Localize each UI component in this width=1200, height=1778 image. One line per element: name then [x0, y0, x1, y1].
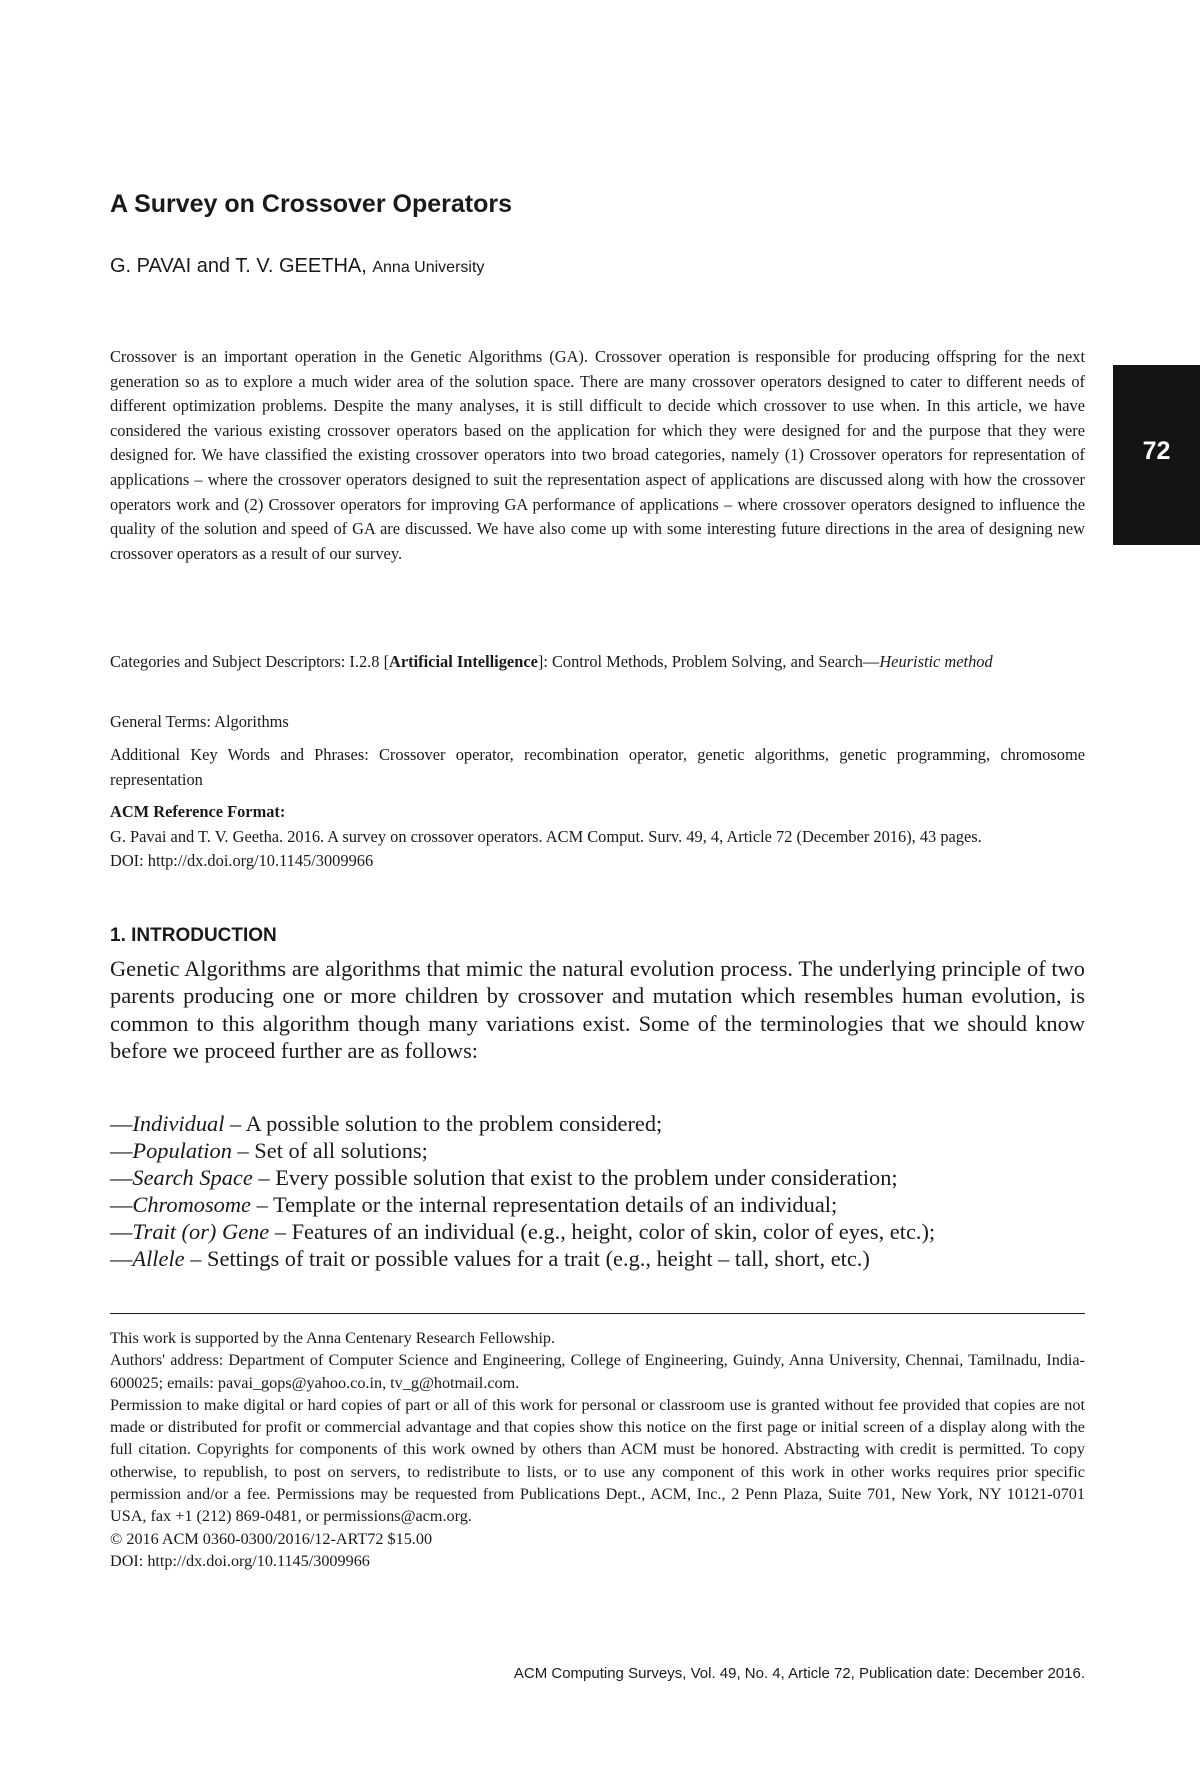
reference-heading: ACM Reference Format:	[110, 802, 286, 821]
keywords: Additional Key Words and Phrases: Crossover operator, recombination operator, genetic algorithms, genetic programming, chromosome representation	[110, 745, 1085, 789]
general-terms: General Terms: Algorithms	[110, 712, 289, 731]
reference-format	[110, 800, 1085, 874]
list-item: —Allele – Settings of trait or possible values for a trait (e.g., height – tall, short, etc.)	[110, 1246, 870, 1271]
definition: – Set of all solutions;	[231, 1138, 428, 1163]
author-affiliation: Anna University	[372, 259, 485, 276]
section-heading: 1. INTRODUCTION	[110, 925, 277, 946]
term: Chromosome	[132, 1192, 251, 1217]
author-line	[110, 255, 484, 278]
running-footer: ACM Computing Surveys, Vol. 49, No. 4, Article 72, Publication date: December 2016.	[513, 1665, 1085, 1682]
reference-citation: G. Pavai and T. V. Geetha. 2016. A survey on crossover operators. ACM Comput. Surv. 49, 4, Article 72 (December 2016), 43 pages.	[110, 826, 982, 846]
article-number: 72	[1142, 437, 1171, 465]
list-item: —Search Space – Every possible solution that exist to the problem under consideration;	[110, 1165, 898, 1190]
definition: – A possible solution to the problem considered;	[224, 1111, 663, 1136]
term: Search Space	[132, 1165, 253, 1190]
intro-paragraph: Genetic Algorithms are algorithms that mimic the natural evolution process. The underlying principle of two parents producing one or more children by crossover and mutation which resembles human evolution, is common to this algorithm though many variations exist. Some of the terminologies that we should know before we proceed further are as follows:	[110, 956, 1085, 1063]
term: Trait (or) Gene	[132, 1219, 270, 1244]
descriptor-bold: Artificial Intelligence	[389, 652, 538, 671]
term: Allele	[132, 1246, 185, 1271]
terminology-list	[110, 1110, 1085, 1272]
list-item: —Chromosome – Template or the internal representation details of an individual;	[110, 1192, 838, 1217]
list-item: —Trait (or) Gene – Features of an individual (e.g., height, color of skin, color of eyes, etc.);	[110, 1219, 936, 1244]
list-item: —Individual – A possible solution to the problem considered;	[110, 1111, 663, 1136]
term: Population	[132, 1138, 232, 1163]
definition: – Every possible solution that exist to the problem under consideration;	[252, 1165, 898, 1190]
reference-doi: DOI: http://dx.doi.org/10.1145/3009966	[110, 851, 374, 871]
footnote-divider	[110, 1313, 1085, 1314]
footnote-doi: DOI: http://dx.doi.org/10.1145/3009966	[110, 1551, 370, 1570]
subject-descriptors	[110, 650, 1085, 675]
descriptor-middle: ]: Control Methods, Problem Solving, and Search—	[537, 652, 880, 671]
definition: – Template or the internal representation details of an individual;	[250, 1192, 838, 1217]
footnote-address: Authors' address: Department of Computer Science and Engineering, College of Engineering, Guindy, Anna University, Chennai, Tamilnadu, India- 600025; emails: pavai_gops@yahoo.co.in, tv_g@hotmail.com.	[110, 1351, 1085, 1392]
definition: – Settings of trait or possible values for a trait (e.g., height – tall, short, etc.)	[184, 1246, 870, 1271]
list-item: —Population – Set of all solutions;	[110, 1138, 428, 1163]
definition: – Features of an individual (e.g., height, color of skin, color of eyes, etc.);	[269, 1219, 936, 1244]
term: Individual	[132, 1111, 225, 1136]
footnote-support: This work is supported by the Anna Centenary Research Fellowship.	[110, 1329, 556, 1347]
footnote-permission: Permission to make digital or hard copies of part or all of this work for personal or classroom use is granted without fee provided that copies are not made or distributed for profit or commercial advantage and that copies show this notice on the first page or initial screen of a display along with the full citation. Copyrights for components of this work owned by others than ACM must be honored. Abstracting with credit is permitted. To copy otherwise, to republish, to post on servers, to redistribute to lists, or to use any component of this work in other works requires prior specific permission and/or a fee. Permissions may be requested from Publications Dept., ACM, Inc., 2 Penn Plaza, Suite 701, New York, NY 10121-0701 USA, fax +1 (212) 869-0481, or permissions@acm.org.	[110, 1395, 1085, 1526]
descriptor-italic: Heuristic method	[879, 652, 993, 671]
author-names: G. PAVAI and T. V. GEETHA,	[110, 255, 367, 277]
footnotes	[110, 1327, 1085, 1572]
descriptor-prefix: Categories and Subject Descriptors: I.2.8 [	[110, 652, 390, 671]
paper-title: A Survey on Crossover Operators	[110, 190, 512, 218]
footnote-copyright: © 2016 ACM 0360-0300/2016/12-ART72 $15.00	[110, 1529, 433, 1548]
abstract: Crossover is an important operation in the Genetic Algorithms (GA). Crossover operation is responsible for producing offspring for the next generation so as to explore a much wider area of the solution space. There are many crossover operators designed to cater to different needs of different optimization problems. Despite the many analyses, it is still difficult to decide which crossover to use when. In this article, we have considered the various existing crossover operators based on the application for which they were designed for and the purpose that they were designed for. We have classified the existing crossover operators into two broad categories, namely (1) Crossover operators for representation of applications – where the crossover operators designed to suit the representation aspect of applications are discussed along with how the crossover operators work and (2) Crossover operators for improving GA performance of applications – where crossover operators designed to influence the quality of the solution and speed of GA are discussed. We have also come up with some interesting future directions in the area of designing new crossover operators as a result of our survey.	[110, 347, 1085, 563]
article-number-tab	[1113, 365, 1200, 545]
